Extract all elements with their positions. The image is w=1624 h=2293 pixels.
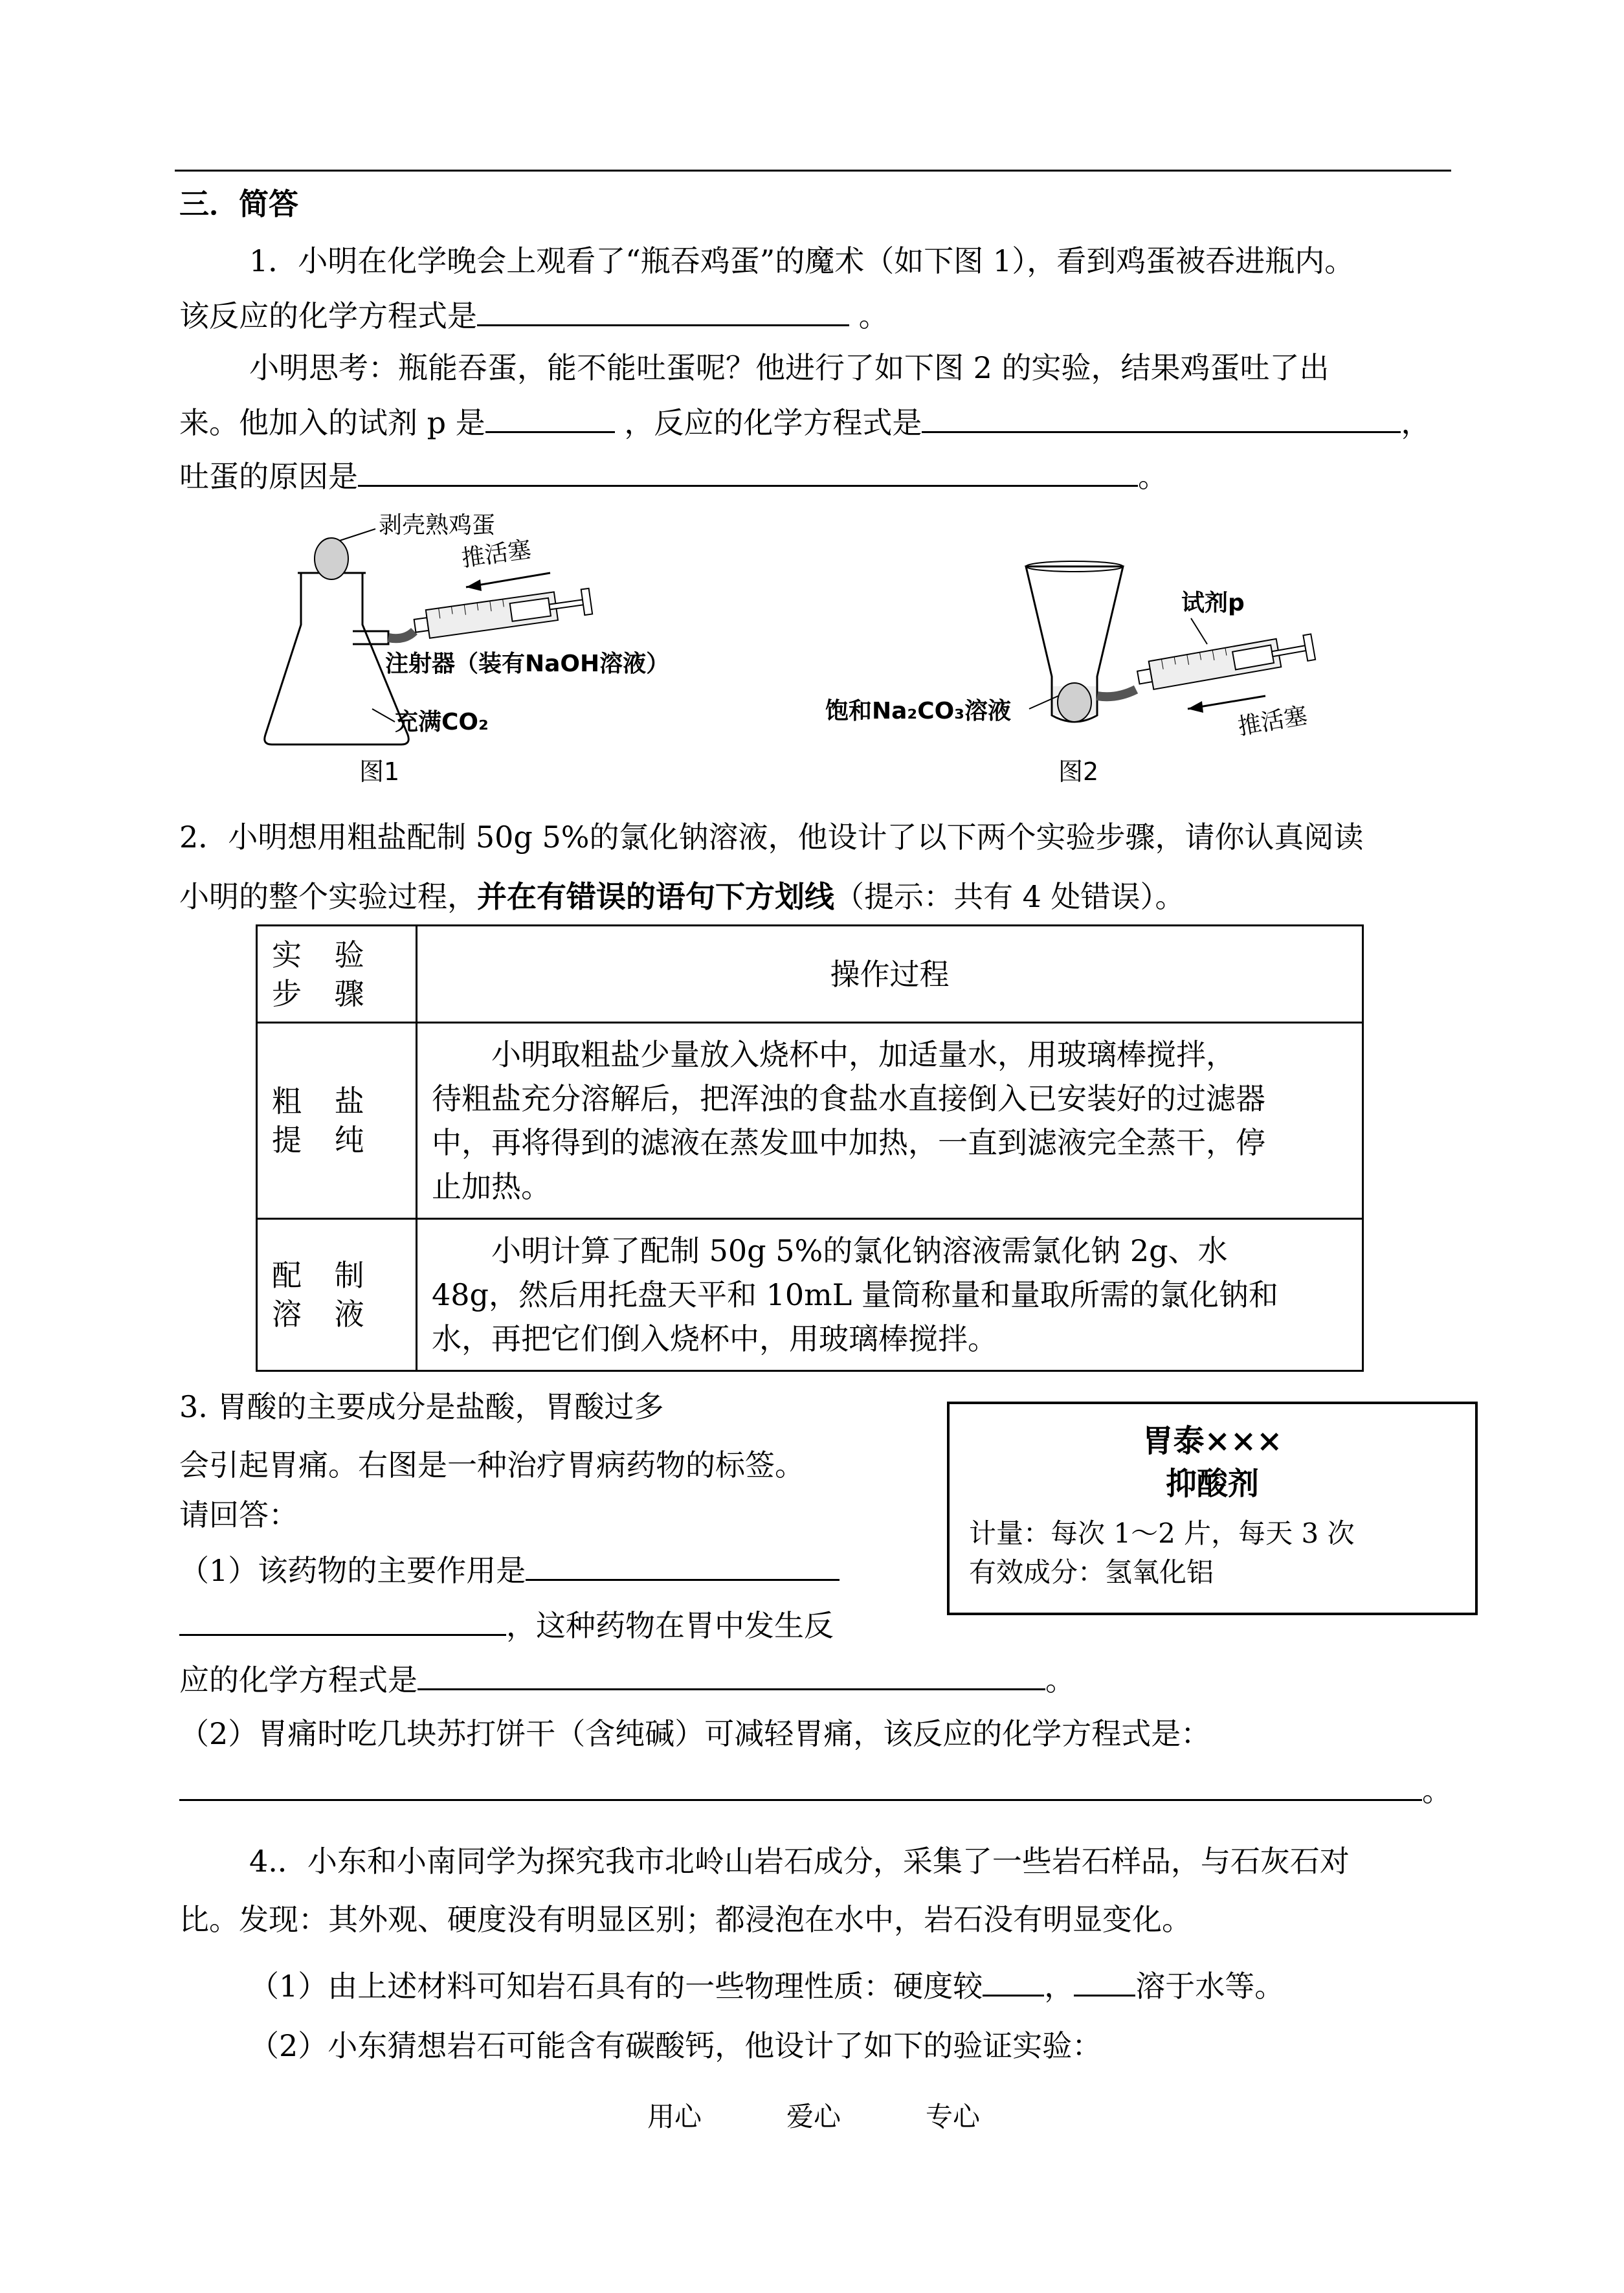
q1-line4-end: ，	[1401, 405, 1431, 440]
q4-line3-end: 溶于水等。	[1135, 1969, 1285, 2004]
rubber-tube	[1097, 689, 1136, 697]
row1-step: 粗 盐 提 纯	[257, 1023, 417, 1219]
answer-blank[interactable]	[179, 1769, 1422, 1801]
q4-line1: 4.．小东和小南同学为探究我市北岭山岩石成分，采集了一些岩石样品，与石灰石对	[249, 1844, 1350, 1879]
row2-process	[417, 1219, 1363, 1371]
q3-line3: 请回答：	[179, 1497, 298, 1532]
rubber-tube	[388, 631, 414, 638]
section-title: 三．简答	[179, 186, 298, 221]
syringe-icon	[1136, 632, 1315, 691]
q4-line3-text: （1）由上述材料可知岩石具有的一些物理性质：硬度较	[249, 1969, 983, 2004]
answer-blank[interactable]	[179, 1604, 506, 1636]
row1-process	[417, 1023, 1363, 1219]
header-process: 操作过程	[417, 926, 1363, 1023]
row1-line[interactable]: 待粗盐充分溶解后，把浑浊的食盐水直接倒入已安装好的过滤器	[432, 1081, 1265, 1116]
q3-line2: 会引起胃痛。右图是一种治疗胃病药物的标签。	[179, 1448, 805, 1482]
table-header-row	[257, 926, 1363, 1023]
syringe-label: 注射器（装有NaOH溶液）	[385, 651, 670, 677]
q1-line2	[179, 295, 889, 335]
q3-line8	[179, 1769, 1452, 1810]
q1-line2-text: 该反应的化学方程式是	[179, 298, 477, 333]
footer-text-3: 专心	[926, 2101, 981, 2132]
row2-step: 配 制 溶 液	[257, 1219, 417, 1371]
q3-line5-text: ，这种药物在胃中发生反	[506, 1608, 834, 1643]
egg-icon	[315, 538, 348, 579]
egg-label: 剥壳熟鸡蛋	[379, 512, 496, 539]
q3-line7: （2）胃痛时吃几块苏打饼干（含纯碱）可减轻胃痛，该反应的化学方程式是：	[179, 1716, 1211, 1751]
q2-instruction: 并在有错误的语句下方划线	[477, 879, 834, 914]
answer-blank[interactable]	[526, 1549, 840, 1581]
q3-line6-text: 应的化学方程式是	[179, 1662, 417, 1697]
egg-icon	[1058, 683, 1091, 722]
row1-line[interactable]: 止加热。	[432, 1169, 551, 1204]
row2-line[interactable]: 48g，然后用托盘天平和 10mL 量筒称量和量取所需的氯化钠和	[432, 1277, 1278, 1312]
q1-line2-end: 。	[849, 298, 889, 333]
reagent-label: 试剂p	[1181, 590, 1245, 616]
answer-blank[interactable]	[417, 1659, 1045, 1690]
answer-blank[interactable]	[922, 401, 1401, 433]
table-row	[257, 1219, 1363, 1371]
q2-line1: 2．小明想用粗盐配制 50g 5%的氯化钠溶液，他设计了以下两个实验步骤，请你认真阅读	[179, 820, 1364, 855]
answer-blank[interactable]	[1074, 1965, 1135, 1997]
figure2-caption: 图2	[1058, 757, 1099, 786]
q3-line5	[179, 1604, 834, 1645]
solution-label: 饱和Na₂CO₃溶液	[825, 698, 1011, 724]
header-step: 实 验 步 骤	[257, 926, 417, 1023]
medicine-dosage: 计量：每次 1～2 片，每天 3 次	[969, 1517, 1355, 1549]
medicine-ingredient: 有效成分：氢氧化铝	[969, 1556, 1214, 1588]
q3-line4-text: （1）该药物的主要作用是	[179, 1553, 526, 1588]
q1-line5-end: 。	[1138, 459, 1168, 494]
row1-line[interactable]: 小明取粗盐少量放入烧杯中，加适量水，用玻璃棒搅拌，	[432, 1037, 1236, 1072]
q1-line3: 小明思考：瓶能吞蛋，能不能吐蛋呢？他进行了如下图 2 的实验，结果鸡蛋吐了出	[249, 350, 1329, 385]
q1-line4	[179, 401, 1430, 442]
q2-hint: （提示：共有 4 处错误）。	[834, 879, 1185, 914]
q3-line4	[179, 1549, 840, 1590]
figure-1	[246, 502, 699, 800]
answer-blank[interactable]	[983, 1965, 1044, 1997]
push-label: 推活塞	[1236, 702, 1309, 741]
q4-line3	[249, 1965, 1284, 2006]
row2-line[interactable]: 水，再把它们倒入烧杯中，用玻璃棒搅拌。	[432, 1321, 997, 1356]
answer-blank[interactable]	[477, 295, 849, 326]
q1-line5	[179, 455, 1168, 496]
q4-line3-mid: ，	[1044, 1969, 1074, 2004]
q3-line8-end: 。	[1422, 1773, 1452, 1808]
q2-line2	[179, 877, 1185, 916]
medicine-label	[947, 1402, 1478, 1615]
table-row	[257, 1023, 1363, 1219]
q3-line1: 3. 胃酸的主要成分是盐酸，胃酸过多	[179, 1389, 664, 1424]
answer-blank[interactable]	[485, 401, 615, 433]
q4-line2: 比。发现：其外观、硬度没有明显区别；都浸泡在水中，岩石没有明显变化。	[179, 1902, 1192, 1937]
figure1-caption: 图1	[359, 757, 400, 786]
experiment-table	[256, 924, 1364, 1372]
q3-line6-end: 。	[1045, 1662, 1075, 1697]
gas-label: 充满CO₂	[395, 709, 489, 735]
row2-line[interactable]: 小明计算了配制 50g 5%的氯化钠溶液需氯化钠 2g、水	[432, 1233, 1228, 1268]
syringe-icon	[413, 587, 592, 640]
row1-line[interactable]: 中，再将得到的滤液在蒸发皿中加热，一直到滤液完全蒸干，停	[432, 1125, 1265, 1160]
q1-line4-text: 来。他加入的试剂 p 是	[179, 405, 485, 440]
footer-text-2: 爱心	[786, 2101, 841, 2132]
top-rule	[175, 170, 1451, 172]
q3-line6	[179, 1659, 1075, 1699]
push-label: 推活塞	[460, 536, 533, 572]
footer-text-1: 用心	[647, 2101, 702, 2132]
q1-line5-text: 吐蛋的原因是	[179, 459, 358, 494]
q2-line2-text: 小明的整个实验过程，	[179, 879, 477, 914]
q1-line4-mid: ，反应的化学方程式是	[614, 405, 922, 440]
q4-line4: （2）小东猜想岩石可能含有碳酸钙，他设计了如下的验证实验：	[249, 2028, 1102, 2063]
q1-line1: 1．小明在化学晚会上观看了“瓶吞鸡蛋”的魔术（如下图 1），看到鸡蛋被吞进瓶内。	[249, 243, 1355, 278]
answer-blank[interactable]	[358, 455, 1138, 487]
medicine-type: 抑酸剂	[1165, 1466, 1259, 1502]
figure-2	[812, 547, 1330, 800]
medicine-name: 胃泰×××	[1142, 1423, 1283, 1459]
